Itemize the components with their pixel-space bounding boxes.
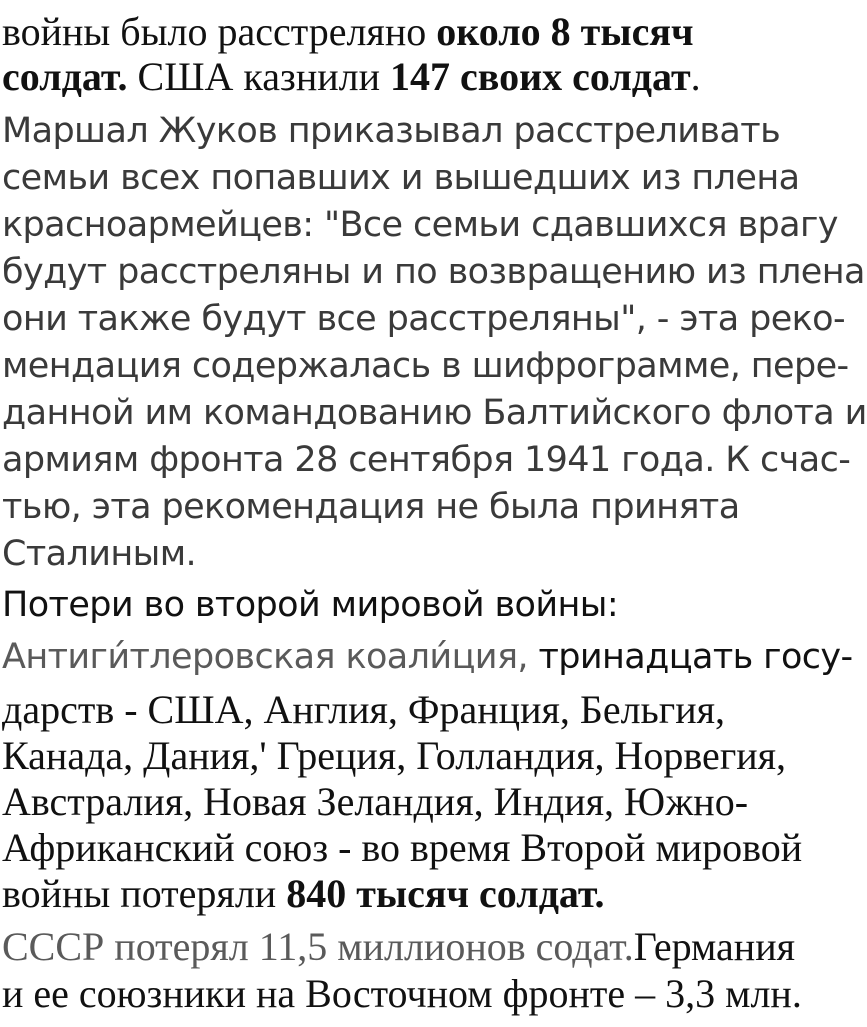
paragraph-2-line: тью, эта рекомендация не была принята xyxy=(2,487,740,527)
paragraph-2-line: красноармейцев: "Все семьи сдавшихся врагу xyxy=(2,205,838,245)
paragraph-1-line-2 xyxy=(2,54,701,99)
paragraph-2-line: армиям фронта 28 сентября 1941 года. К счас- xyxy=(2,440,851,480)
text-run: войны было расстреляно xyxy=(2,9,437,54)
paragraph-2-line: они также будут все расстреляны", - эта реко- xyxy=(2,299,846,339)
paragraph-4-line-1 xyxy=(2,637,853,677)
section-heading: Потери во второй мировой войны: xyxy=(2,585,619,625)
paragraph-4-line-6 xyxy=(2,871,605,916)
paragraph-4-line: Австралия, Новая Зеландия, Индия, Южно- xyxy=(2,779,749,824)
bold-text-run: солдат. xyxy=(2,54,128,99)
paragraph-5-line-2: и ее союзники на Восточном фронте – 3,3 млн. xyxy=(2,971,802,1016)
paragraph-2-line: будут расстреляны и по возвращению из плена xyxy=(2,252,865,292)
paragraph-4-line: дарств - США, Англия, Франция, Бельгия, xyxy=(2,687,726,732)
paragraph-5-line-1 xyxy=(2,924,796,969)
bold-text-run: 840 тысяч солдат. xyxy=(286,871,605,916)
text-run: Германия xyxy=(633,924,796,969)
text-run: . xyxy=(690,54,701,99)
gray-text-run: потерял 11,5 миллионов содат. xyxy=(104,924,634,969)
paragraph-1-line-1 xyxy=(2,9,694,54)
paragraph-4-line: Канада, Дания,' Греция, Голландия, Норвегия, xyxy=(2,733,787,778)
paragraph-2-line: семьи всех попавших и вышедших из плена xyxy=(2,158,800,198)
text-run: войны потеряли xyxy=(2,871,287,916)
text-run: США казнили xyxy=(127,54,390,99)
gray-text-run: СССР xyxy=(2,924,105,969)
paragraph-4-line: Африканский союз - во время Второй мировой xyxy=(2,825,803,870)
bold-text-run: 147 своих солдат xyxy=(390,54,691,99)
bold-text-run: около 8 тысяч xyxy=(436,9,694,54)
gray-text-run: Антиги́тлеровская коали́ция, xyxy=(2,637,528,677)
paragraph-2-line: Маршал Жуков приказывал расстреливать xyxy=(2,111,781,151)
paragraph-2-line: Сталиным. xyxy=(2,534,197,574)
text-run: тринадцать госу- xyxy=(527,637,853,677)
paragraph-2-line: мендация содержалась в шифрограмме, пере- xyxy=(2,346,849,386)
paragraph-2-line: данной им командованию Балтийского флота и xyxy=(2,393,867,433)
